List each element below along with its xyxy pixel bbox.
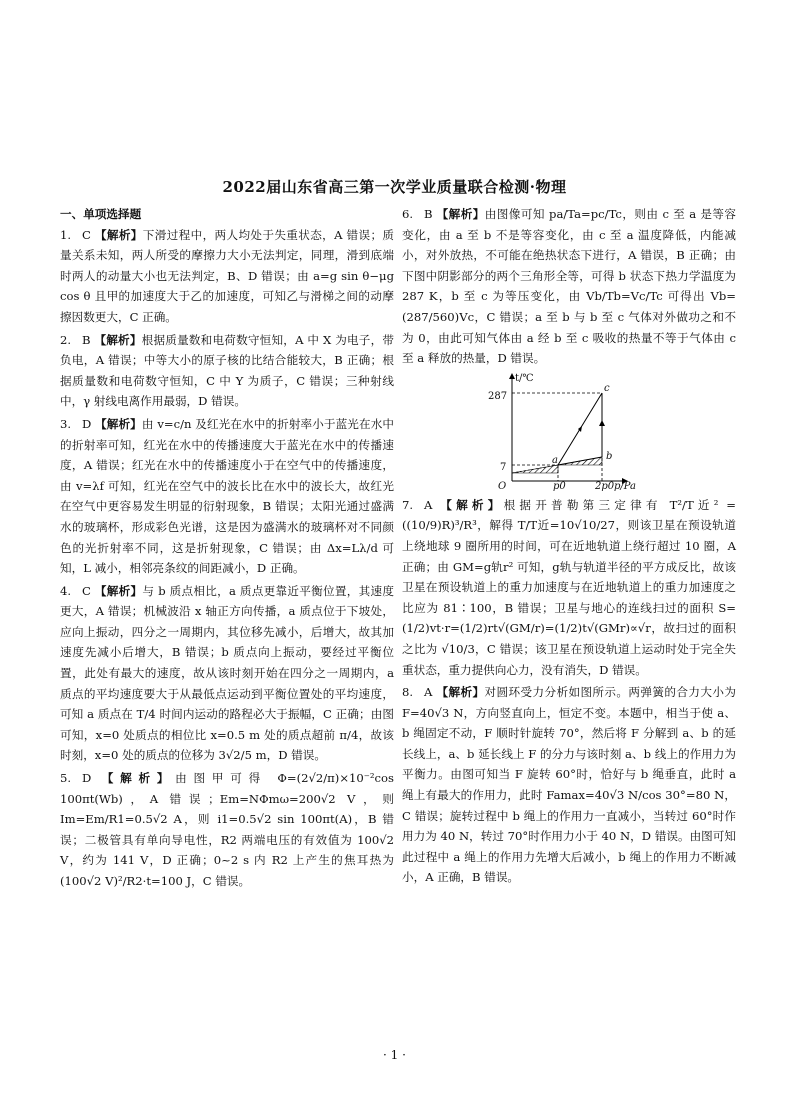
origin-label: O: [498, 480, 507, 492]
question-text: 根据开普勒第三定律有 T²/T近² = ((10/9)R)³/R³，解得 T/T近=10√10/27，则该卫星在预设轨道上绕地球 9 圈所用的时间，可在近地轨道上绕行超过 10 圈，A 正确；由 GM=g轨r² 可知，g轨与轨道半径的平方成反比，故该卫星在预设轨道上的重力加速度与在近地轨道上的重力加速度之比应为 81∶100，B 错误；卫星与地心的连线扫过的面积 S=(1/2)vt·r=(1/2)rt√(GM/r)=(1/2)t√(GMr)∝√r，故扫过的面积之比为 √10/3，C 错误；该卫星在预设轨道上运动时处于完全失重状态，重力提供向心力，没有消失，D 错误。: [402, 497, 736, 677]
question-list-right: [402, 495, 736, 888]
question-text: 由 v=c/n 及红光在水中的折射率小于蓝光在水中的折射率可知，红光在水中的传播速度大于蓝光在水中的传播速度，A 错误；红光在水中的传播速度小于在空气中的传播速度，由 v=λf 可知，红光在空气中的波长比在水中的波长大，故红光在空气中更容易发生明显的衍射现象，B 错误；太阳光通过盛满水的玻璃杯，形成彩色光谱，这是因为盛满水的玻璃杯对不同颜色的光折射率不同，这是折射现象，C 错误；由 Δx=Lλ/d 可知，L 减小，相邻亮条纹的间距减小，D 正确。: [60, 416, 394, 576]
question-num: 5.: [60, 771, 72, 786]
question-text: 与 b 质点相比，a 质点更靠近平衡位置，其速度更大，A 错误；机械波沿 x 轴正方向传播，a 质点位于下坡处，应向上振动，四分之一周期内，其位移先减小，后增大，故其加速度先减小后增大，B 错误；b 质点向上振动，要经过平衡位置，此处有最大的速度，故从该时刻开始在四分之一周期内，a 质点的平均速度要大于从最低点运动到平衡位置处的平均速度，可知 a 质点在 T/4 时间内运动的路程必大于振幅，C 正确；由图可知，x=0 处质点的相位比 x=0.5 m 处的质点超前 π/4，故该时刻，x=0 处的质点的位移为 3√2/5 m，D 错误。: [60, 583, 394, 763]
question-num: 6.: [402, 207, 414, 221]
question-item: [60, 330, 394, 412]
question-ans: D: [82, 416, 92, 431]
question-text: 由图像可知 pa/Ta=pc/Tc，则由 c 至 a 是等容变化，由 a 至 b 不是等容变化，由 c 至 a 温度降低，内能减小，对外放热，不可能在绝热状态下进行，A 错误，B 正确；由下图中阴影部分的两个三角形全等，可得 b 状态下热力学温度为 287 K，b 至 c 为等压变化，由 Vb/Tb=Vc/Tc 可得出 Vb=(287/560)Vc，C 错误；a 至 b 与 b 至 c 气体对外做功之和不为 0，由此可知气体由 a 经 b 至 c 吸收的热量不等于气体由 c 至 a 释放的热量，D 错误。: [402, 207, 736, 366]
question-item: [402, 495, 736, 680]
page-number: · 1 ·: [383, 1048, 406, 1062]
question-list-left: [60, 225, 394, 892]
left-column: [60, 204, 394, 894]
question-ans: C: [82, 583, 91, 598]
question-tag: 【解析】: [101, 771, 176, 786]
question-tag: 【解析】: [94, 332, 142, 347]
question-num: 2.: [60, 332, 72, 347]
point-a-label: a: [552, 454, 558, 466]
question-item: [402, 204, 736, 369]
right-column: [402, 204, 736, 890]
question-ans: B: [82, 332, 91, 347]
question-tag: 【解析】: [436, 207, 485, 221]
section-heading: 一、单项选择题: [60, 207, 142, 221]
question-num: 4.: [60, 583, 72, 598]
question-num: 7.: [402, 497, 414, 512]
question-ans: A: [424, 685, 433, 700]
question-item: [60, 581, 394, 766]
x-tick-2p0: 2p0: [595, 480, 615, 492]
page-title: 2022届山东省高三第一次学业质量联合检测·物理: [222, 178, 567, 196]
question-ans: A: [424, 497, 433, 512]
question-text: 下滑过程中，两人均处于失重状态，A 错误；质量关系未知，两人所受的摩擦力大小无法判定，同理，滑到底端时两人的动量大小也无法判定，B、D 错误；由 a=g sin θ−μg cos θ 且甲的加速度大于乙的加速度，可知乙与滑梯之间的动摩擦因数更大，C 正确。: [60, 227, 395, 324]
question-tag: 【解析】: [440, 497, 504, 512]
x-axis-label: p/Pa: [614, 480, 637, 492]
question-ans: D: [82, 771, 92, 786]
question-text: 由图甲可得 Φ=(2√2/π)×10⁻²cos 100πt(Wb)，A 错误；Em=NΦmω=200√2 V，则 Im=Em/R1=0.5√2 A，则 i1=0.5√2 sin 100πt(A)，B 错误；二极管具有单向导电性，R2 两端电压的有效值为 100√2 V，约为 141 V，D 正确；0~2 s 内 R2 上产生的焦耳热为 (100√2 V)²/R2·t=100 J，C 错误。: [60, 771, 394, 888]
question-item: [60, 414, 394, 579]
y-axis-label: t/℃: [515, 372, 534, 384]
question-tag: 【解析】: [436, 685, 485, 700]
question-ans: C: [82, 227, 91, 242]
question-num: 1.: [60, 227, 72, 242]
question-item: [60, 768, 394, 892]
question-6: [402, 204, 736, 369]
question-num: 8.: [402, 685, 414, 700]
question-tag: 【解析】: [95, 416, 142, 431]
point-c-label: c: [604, 382, 610, 394]
question-item: [402, 682, 736, 888]
question-num: 3.: [60, 416, 72, 431]
point-b-label: b: [606, 450, 613, 462]
y-tick-287: 287: [488, 390, 508, 402]
pressure-temperature-figure: [402, 371, 736, 492]
question-text: 对圆环受力分析如图所示。两弹簧的合力大小为 F=40√3 N，方向竖直向上，恒定不变。本题中，相当于使 a、b 绳固定不动，F 顺时针旋转 70°，然后将 F 分解到 a、b 的延长线上，a、b 延长线上 F 的分力与该时刻 a、b 线上的作用力为平衡力。由图可知当 F 旋转 60°时，恰好与 b 绳垂直，此时 a 绳上有最大的作用力，此时 Famax=40√3 N/cos 30°=80 N，C 错误；旋转过程中 b 绳上的作用力一直减小，当转过 60°时作用力为 40 N，转过 70°时作用力小于 40 N，D 错误。由图可知此过程中 a 绳上的作用力先增大后减小，b 绳上的作用力不断减小，A 正确，B 错误。: [402, 685, 736, 885]
y-tick-7: 7: [500, 461, 507, 473]
x-tick-p0: p0: [553, 480, 566, 492]
question-item: [60, 225, 394, 328]
question-tag: 【解析】: [94, 227, 143, 242]
question-tag: 【解析】: [94, 583, 143, 598]
question-ans: B: [424, 207, 433, 221]
question-text: 根据质量数和电荷数守恒知，A 中 X 为电子，带负电，A 错误；中等大小的原子核的比结合能较大，B 正确；根据质量数和电荷数守恒知，C 中 Y 为质子，C 错误；三种射线中，γ 射线电离作用最弱，D 错误。: [60, 332, 395, 409]
